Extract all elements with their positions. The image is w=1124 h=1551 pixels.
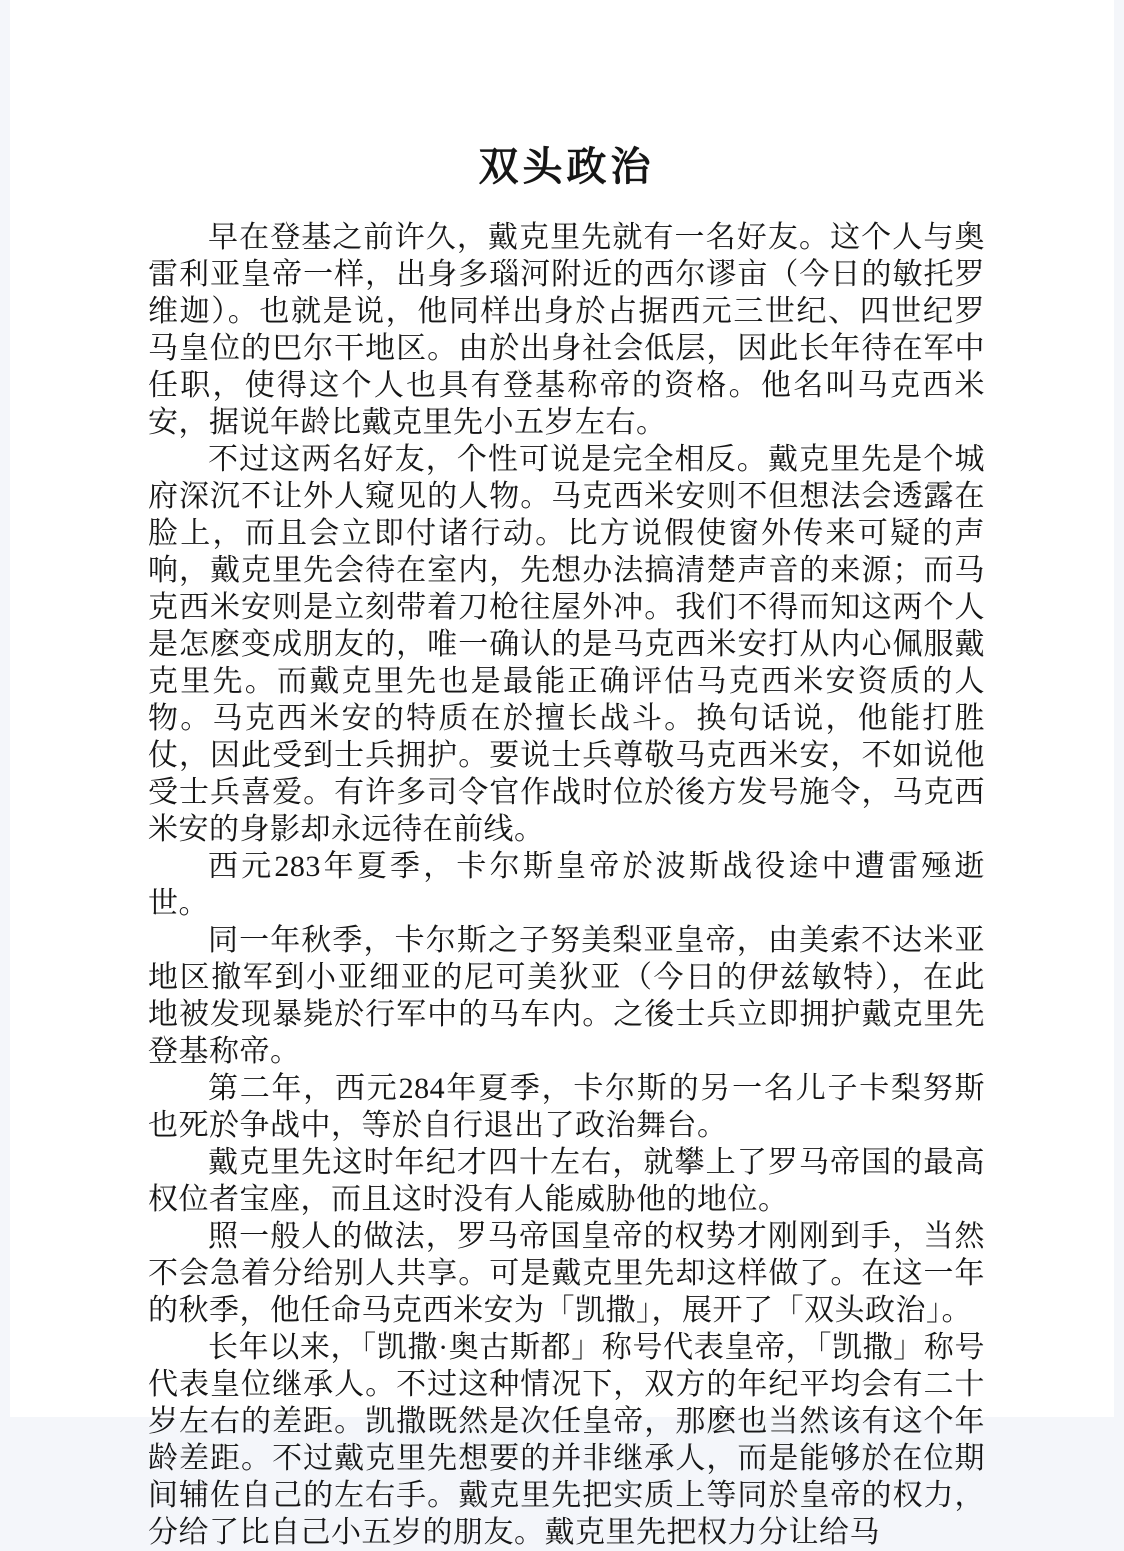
body-paragraph: 戴克里先这时年纪才四十左右，就攀上了罗马帝国的最高权位者宝座，而且这时没有人能威胁他的地位。	[148, 1146, 985, 1216]
body-paragraph: 不过这两名好友，个性可说是完全相反。戴克里先是个城府深沉不让外人窥见的人物。马克西米安则不但想法会透露在脸上，而且会立即付诸行动。比方说假使窗外传来可疑的声响，戴克里先会待在室内，先想办法搞清楚声音的来源；而马克西米安则是立刻带着刀枪往屋外冲。我们不得而知这两个人是怎麽变成朋友的，唯一确认的是马克西米安打从内心佩服戴克里先。而戴克里先也是最能正确评估马克西米安资质的人物。马克西米安的特质在於擅长战斗。换句话说，他能打胜仗，因此受到士兵拥护。要说士兵尊敬马克西米安，不如说他受士兵喜爱。有许多司令官作战时位於後方发号施令，马克西米安的身影却永远待在前线。	[148, 443, 985, 846]
body-paragraph: 长年以来，「凯撒·奥古斯都」称号代表皇帝，「凯撒」称号代表皇位继承人。不过这种情况下，双方的年纪平均会有二十岁左右的差距。凯撒既然是次任皇帝，那麽也当然该有这个年龄差距。不过戴克里先想要的并非继承人，而是能够於在位期间辅佐自己的左右手。戴克里先把实质上等同於皇帝的权力，分给了比自己小五岁的朋友。戴克里先把权力分让给马	[148, 1331, 985, 1549]
body-paragraph: 第二年，西元284年夏季，卡尔斯的另一名儿子卡梨努斯也死於争战中，等於自行退出了政治舞台。	[148, 1072, 985, 1142]
body-paragraph: 早在登基之前许久，戴克里先就有一名好友。这个人与奥雷利亚皇帝一样，出身多瑙河附近的西尔谬亩（今日的敏托罗维迦）。也就是说，他同样出身於占据西元三世纪、四世纪罗马皇位的巴尔干地区。由於出身社会低层，因此长年待在军中任职，使得这个人也具有登基称帝的资格。他名叫马克西米安，据说年龄比戴克里先小五岁左右。	[148, 221, 985, 439]
body-paragraph: 照一般人的做法，罗马帝国皇帝的权势才刚刚到手，当然不会急着分给别人共享。可是戴克里先却这样做了。在这一年的秋季，他任命马克西米安为「凯撒」，展开了「双头政治」。	[148, 1220, 985, 1327]
chapter-body	[148, 219, 985, 1551]
body-paragraph: 同一年秋季，卡尔斯之子努美梨亚皇帝，由美索不达米亚地区撤军到小亚细亚的尼可美狄亚（今日的伊兹敏特），在此地被发现暴毙於行军中的马车内。之後士兵立即拥护戴克里先登基称帝。	[148, 924, 985, 1068]
body-paragraph: 西元283年夏季，卡尔斯皇帝於波斯战役途中遭雷殛逝世。	[148, 850, 985, 920]
chapter-title: 双头政治	[478, 144, 655, 189]
document-page	[10, 0, 1114, 1549]
